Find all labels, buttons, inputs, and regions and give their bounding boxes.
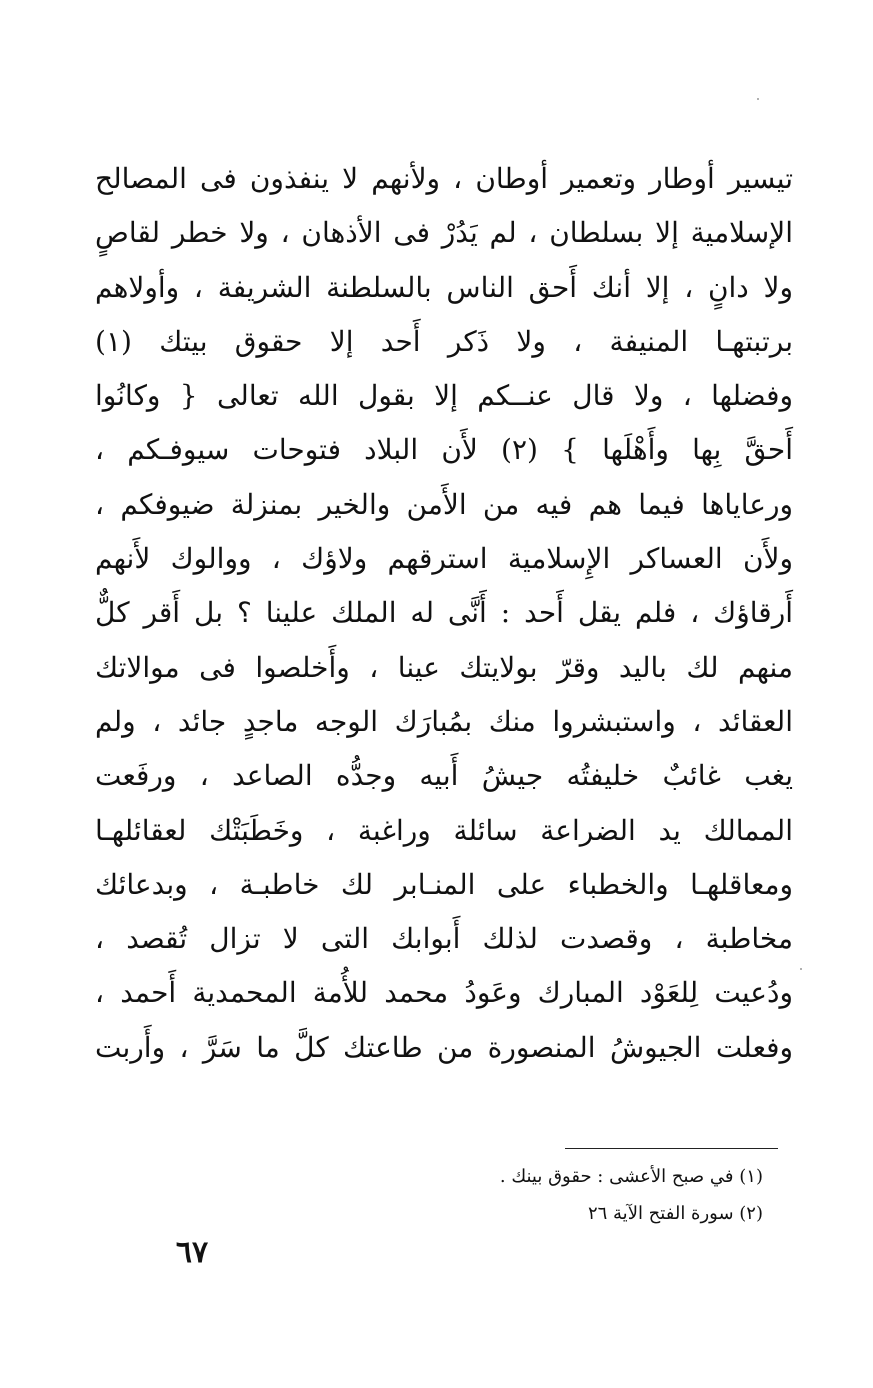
footnotes — [500, 1158, 763, 1232]
text-line: منهم لك باليد وقرّ بولايتك عينا ، وأَخلصوا فى موالاتك — [95, 650, 793, 684]
text-line: ولأَن العساكر الإِسلامية استرقهم ولاؤك ، ووالوك لأَنهم — [95, 542, 793, 576]
text-line: وفعلت الجيوشُ المنصورة من طاعتك كلَّ ما سَرَّ ، وأَربت — [95, 1030, 793, 1064]
text-line: ولا دانٍ ، إلا أنك أَحق الناس بالسلطنة الشريفة ، وأولاهم — [95, 270, 793, 304]
text-line: وفضلها ، ولا قال عنــكم إلا بقول الله تعالى { وكانُوا — [95, 379, 793, 413]
text-line: الممالك يد الضراعة سائلة وراغبة ، وخَطَبَتْك لعقائلهـا — [95, 813, 793, 847]
text-line: أَرقاؤك ، فلم يقل أَحد : أَنَّى له الملك علينا ؟ بل أَقر كلٌّ — [95, 596, 793, 630]
text-line: تيسير أوطار وتعمير أوطان ، ولأنهم لا ينفذون فى المصالح — [95, 162, 793, 195]
text-line: مخاطبة ، وقصدت لذلك أَبوابك التى لا تزال تُقصد ، — [95, 922, 793, 956]
text-line: ومعاقلهـا والخطباء على المنـابر لك خاطبـة ، وبدعائك — [95, 867, 793, 901]
text-line: ودُعيت لِلعَوْد المبارك وعَودُ محمد للأُمة المحمدية أَحمد ، — [95, 976, 793, 1010]
scan-speck — [800, 968, 802, 970]
text-line: العقائد ، واستبشروا منك بمُبارَك الوجه ماجدٍ جائد ، ولم — [95, 704, 793, 738]
text-line: برتبتهـا المنيفة ، ولا ذَكر أَحد إلا حقوق بيتك (١) — [95, 324, 793, 358]
text-line: ورعاياها فيما هم فيه من الأَمن والخير بمنزلة ضيوفكم ، — [95, 487, 793, 521]
main-text-block — [95, 152, 793, 1075]
page-number: ٦٧ — [175, 1235, 209, 1270]
scan-speck — [757, 98, 759, 100]
footnote-separator — [565, 1148, 778, 1149]
text-line: الإسلامية إلا بسلطان ، لم يَدُرْ فى الأذهان ، ولا خطر لقاصٍ — [95, 216, 793, 250]
footnote-1: (١) في صبح الأعشى : حقوق بينك . — [499, 1166, 763, 1187]
footnote-2: (٢) سورة الفتح الآية ٢٦ — [587, 1203, 763, 1224]
text-line: يغب غائبٌ خليفتُه جيشُ أَبيه وجدُّه الصاعد ، ورفَعت — [95, 759, 793, 793]
text-line: أَحقَّ بِها وأَهْلَها } (٢) لأَن البلاد فتوحات سيوفـكم ، — [95, 433, 793, 467]
